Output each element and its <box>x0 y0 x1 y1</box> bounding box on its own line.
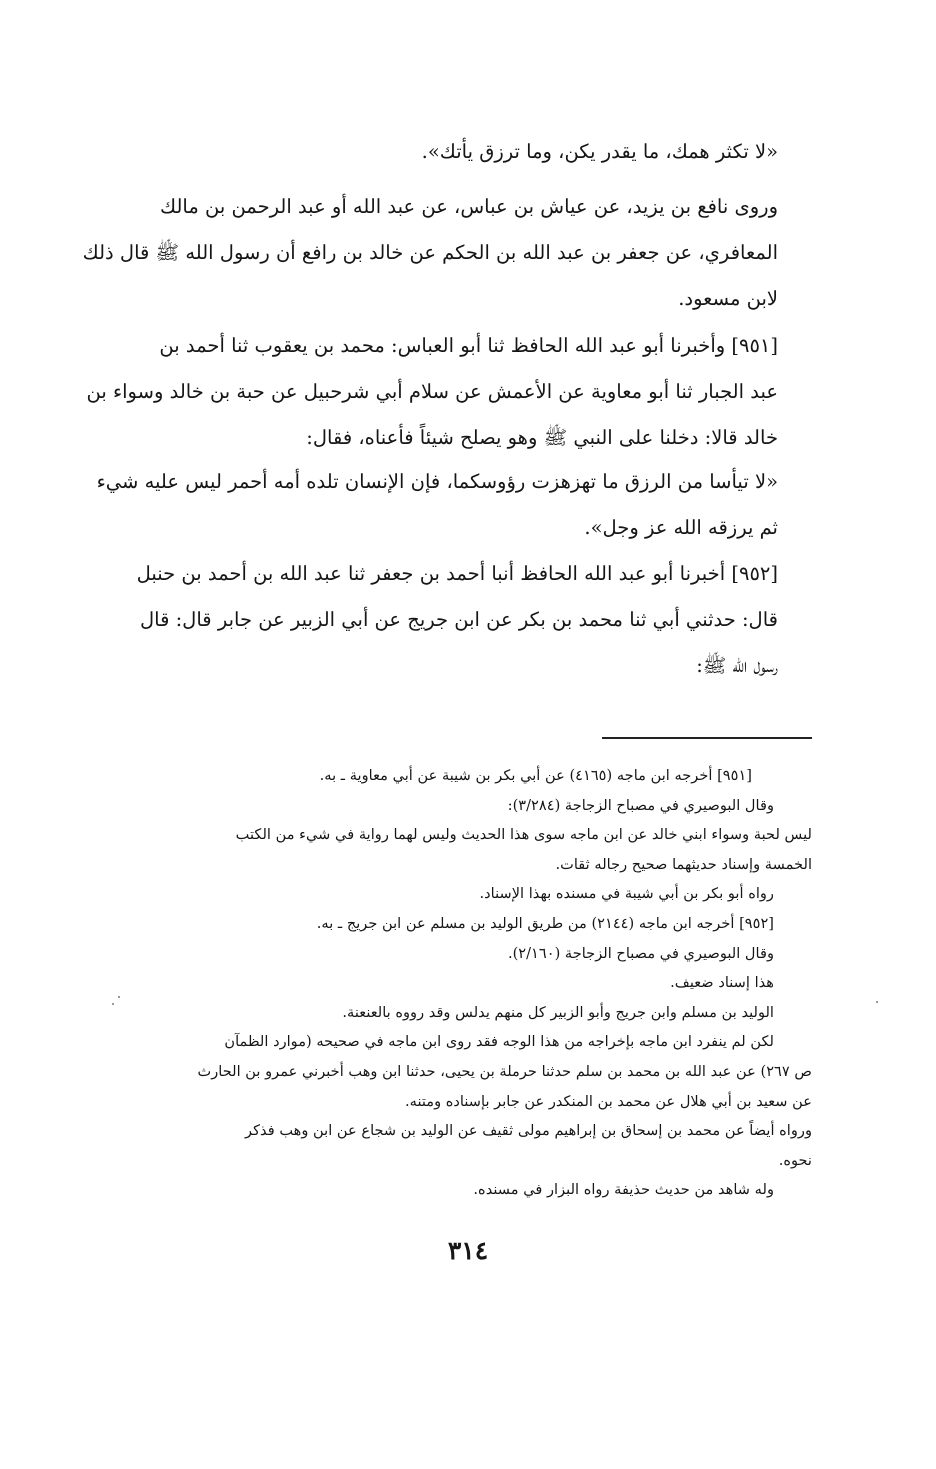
narration-paragraph <box>82 184 812 322</box>
page-number: ٣١٤ <box>447 1236 489 1265</box>
scan-speck <box>112 1003 114 1005</box>
footnote-line: لكن لم ينفرد ابن ماجه بإخراجه من هذا الوجه فقد روى ابن ماجه في صحيحه (موارد الظمآن <box>224 1033 774 1051</box>
text-line: لابن مسعود. <box>678 287 778 310</box>
footnotes <box>122 761 812 1205</box>
footnote-line: ورواه أيضاً عن محمد بن إسحاق بن إبراهيم مولى ثقيف عن الوليد بن شجاع عن ابن وهب فذكر <box>245 1122 812 1140</box>
footnote-line: [٩٥٢] أخرجه ابن ماجه (٢١٤٤) من طريق الوليد بن مسلم عن ابن جريج ـ به. <box>316 914 774 932</box>
hadith-952-isnad <box>122 551 812 689</box>
footnote-line: ليس لحبة وسواء ابني خالد عن ابن ماجه سوى هذا الحديث وليس لهما رواية في شيء من الكتب <box>235 826 812 844</box>
hadith-text <box>122 129 812 175</box>
text-line: «لا تيأسا من الرزق ما تهزهزت رؤوسكما، فإن الإنسان تلده أمه أحمر ليس عليه شيء <box>96 470 778 493</box>
text-line: ثم يرزقه الله عز وجل». <box>584 516 778 539</box>
text-line: خالد قالا: دخلنا على النبي ﷺ وهو يصلح شيئاً فأعناه، فقال: <box>306 426 778 449</box>
footnote-separator <box>602 737 812 739</box>
footnote-line: الوليد بن مسلم وابن جريج وأبو الزبير كل منهم يدلس وقد رووه بالعنعنة. <box>342 1003 774 1021</box>
scan-speck <box>876 1001 878 1003</box>
footnote-line: وقال البوصيري في مصباح الزجاجة (٢/١٦٠). <box>507 944 774 962</box>
hadith-951-text <box>96 459 812 551</box>
text-line: [٩٥٢] أخبرنا أبو عبد الله الحافظ أنبا أحمد بن جعفر ثنا عبد الله بن أحمد بن حنبل <box>136 562 778 585</box>
text-line: عبد الجبار ثنا أبو معاوية عن الأعمش عن سلام أبي شرحبيل عن حبة بن خالد وسواء بن <box>86 380 778 403</box>
footnote-line: عن سعيد بن أبي هلال عن محمد بن المنكدر عن جابر بإسناده ومتنه. <box>405 1092 812 1110</box>
footnote-line: ص ٢٦٧) عن عبد الله بن محمد بن سلم حدثنا حرملة بن يحيى، حدثنا ابن وهب أخبرني عمرو بن الحارث <box>197 1062 812 1080</box>
footnote-line: وقال البوصيري في مصباح الزجاجة (٣/٢٨٤): <box>507 796 774 814</box>
text-line: وروى نافع بن يزيد، عن عياش بن عباس، عن عبد الله أو عبد الرحمن بن مالك <box>160 195 778 218</box>
text-line: [٩٥١] وأخبرنا أبو عبد الله الحافظ ثنا أبو العباس: محمد بن يعقوب ثنا أحمد بن <box>159 334 778 357</box>
footnote-line: الخمسة وإسناد حديثهما صحيح رجاله ثقات. <box>555 855 812 873</box>
footnote-line: وله شاهد من حديث حذيفة رواه البزار في مسنده. <box>473 1181 774 1199</box>
text-line: «لا تكثر همك، ما يقدر يكن، وما ترزق يأتك». <box>421 140 778 163</box>
footnote-line: نحوه. <box>778 1151 812 1169</box>
footnote-line: [٩٥١] أخرجه ابن ماجه (٤١٦٥) عن أبي بكر بن شيبة عن أبي معاوية ـ به. <box>319 767 752 784</box>
footnote-line: رواه أبو بكر بن أبي شيبة في مسنده بهذا الإسناد. <box>479 885 774 903</box>
text-line: المعافري، عن جعفر بن عبد الله بن الحكم عن خالد بن رافع أن رسول الله ﷺ قال ذلك <box>82 241 778 264</box>
footnote-line: هذا إسناد ضعيف. <box>670 974 774 992</box>
hadith-951-isnad <box>86 323 812 461</box>
scan-speck <box>118 996 120 998</box>
text-line: قال: حدثني أبي ثنا محمد بن بكر عن ابن جريج عن أبي الزبير عن جابر قال: قال <box>139 608 778 631</box>
text-line: رسول الله ﷺ: <box>696 654 778 677</box>
